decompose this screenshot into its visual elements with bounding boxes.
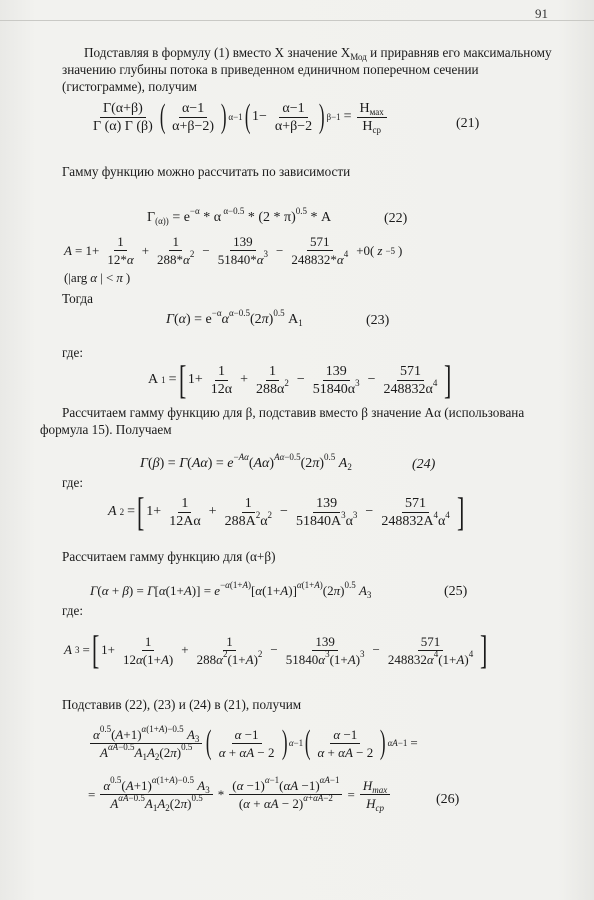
formula-21: Γ(α+β) Γ (α) Γ (β) ( α−1 α+β−2) ) α−1 ( 1− α−1 α+β−2 ) β−1 = $H_{мах}$ $H_{ср}$ bbox=[88, 100, 389, 134]
formula-26-line-1: $\alpha^{0.5}(A+1)^{\alpha(1+A)-0.5}$ $A_3$ $A^{\alpha A-0.5}A_1A_2(2\pi)^{0.5}$ ( α −1 α + αA − 2 ) α−1 ( α −1 α + αA − 2 ) αA−1 = bbox=[88, 726, 418, 760]
equation-number-24: (24) bbox=[412, 457, 436, 472]
equation-number-25: (25) bbox=[444, 584, 468, 599]
intro-text: Подставляя в формулу (1) вместо Х значение Х bbox=[84, 45, 351, 60]
formula-24: $\Gamma(\beta) = \Gamma(A\alpha) = e^{-A\alpha}(A\alpha)^{A\alpha-0.5}(2\pi)^{0.5}$ $A_2$ bbox=[140, 452, 352, 472]
equation-number-21: (21) bbox=[456, 116, 480, 131]
equation-number-23: (23) bbox=[366, 313, 390, 328]
intro-text-rest: и приравняв его максимальному значению глубины потока в приведенном единичном поперечном сечении (гистограмме), получим bbox=[62, 45, 552, 94]
paragraph-intro bbox=[62, 44, 552, 95]
equation-number-26: (26) bbox=[436, 792, 460, 807]
paragraph-then: Тогда bbox=[62, 291, 93, 306]
formula-a2: A 2 = [ 1+ 1 12Aα + 1 $288A^2\alpha^2$ − 139 $51840A^3\alpha^3$ − 571 $248832A^4\alpha^4$ ] bbox=[108, 489, 465, 534]
formula-22: $\Gamma_{(\alpha))} = e^{-\alpha} * \alpha$ $^{\alpha-0.5}$ * (2 * π)$^{0.5}$ * A bbox=[147, 206, 332, 226]
paragraph-gamma-alpha-beta: Рассчитаем гамму функцию для (α+β) bbox=[62, 549, 276, 564]
paragraph-where-1: где: bbox=[62, 345, 83, 360]
paragraph-where-3: где: bbox=[62, 603, 83, 618]
equation-number-22: (22) bbox=[384, 211, 408, 226]
formula-a1: A 1 = [ 1+ 1 12α + 1 $288\alpha^2$ − 139 $51840\alpha^3$ − 571 $248832\alpha^4$ ] bbox=[148, 357, 452, 402]
paragraph-gamma-dependence: Гамму функцию можно рассчитать по зависимости bbox=[62, 164, 351, 179]
paragraph-where-2: где: bbox=[62, 475, 83, 490]
formula-a3: A 3 = [ 1+ 1 12α(1+A) + 1 $288\alpha^2(1+A)^2$ − 139 $51840\alpha^3(1+A)^3$ − 571 $248832\alpha^4(1+A)^4$ ] bbox=[64, 627, 488, 672]
formula-26-line-2: = $\alpha^{0.5}(A+1)^{\alpha(1+A)-0.5}$ $A_3$ $A^{\alpha A-0.5}A_1A_2(2\pi)^{0.5}$ * $(\alpha -1)^{\alpha-1}(\alpha A -1)^{\alpha A-1}$ $(\alpha + \alpha A - 2)^{\alpha+\alpha A-2}$ = $H_{max}$ $H_{cp}$ bbox=[88, 778, 392, 811]
formula-25: $\Gamma(\alpha + \beta) = \Gamma[\alpha(1+A)] = e^{-\alpha(1+A)}[\alpha(1+A)]^{\alpha(1+A)}(2\pi)^{0.5}$ $A_3$ bbox=[90, 580, 372, 600]
page-number: 91 bbox=[535, 6, 548, 21]
header-rule bbox=[0, 20, 594, 21]
intro-subscript: Мод bbox=[350, 52, 367, 62]
paragraph-gamma-beta: Рассчитаем гамму функцию для β, подставив вместо β значение Аα (использована формула 15). Получаем bbox=[40, 405, 525, 437]
formula-a-series: A = 1+ 1 12*α + 1 $288*\alpha^2$ − 139 $51840*\alpha^3$ − 571 $248832*\alpha^4$ +0( z −5 ) bbox=[64, 234, 403, 267]
paragraph-substituting: Подставив (22), (23) и (24) в (21), получим bbox=[62, 697, 302, 712]
formula-arg-condition: (|arg α | < π ) bbox=[64, 270, 131, 285]
formula-23: $\Gamma(\alpha) = e^{-\alpha}\alpha^{\alpha-0.5}(2\pi)^{0.5}$ $A_1$ bbox=[166, 308, 303, 328]
